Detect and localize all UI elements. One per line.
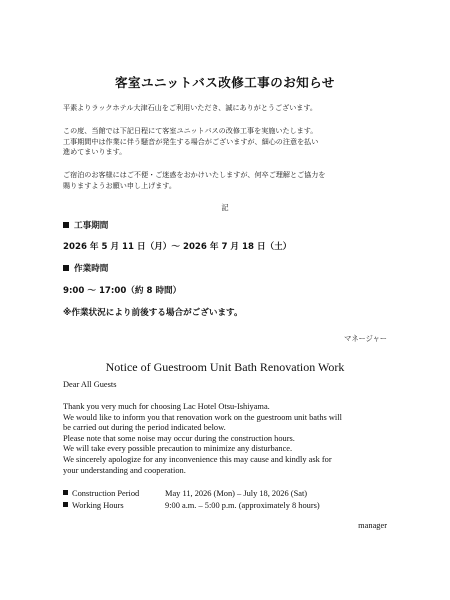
en-body-line: be carried out during the period indicated below. bbox=[63, 423, 226, 433]
square-bullet-icon bbox=[63, 490, 68, 495]
jp-body bbox=[63, 126, 403, 158]
en-hours-row bbox=[63, 501, 320, 510]
jp-period-value: 2026 年 5 月 11 日（月）〜 2026 年 7 月 18 日（土） bbox=[63, 242, 292, 252]
en-hours-value: 9:00 a.m. – 5:00 p.m. (approximately 8 hours) bbox=[165, 501, 320, 510]
en-hours-label: Working Hours bbox=[72, 501, 124, 510]
en-salutation: Dear All Guests bbox=[63, 380, 117, 389]
jp-body-line: 工事期間中は作業に伴う騒音が発生する場合がございますが、細心の注意を払い bbox=[63, 136, 319, 146]
en-period-label: Construction Period bbox=[72, 489, 140, 498]
jp-body-line: この度、当館では下記日程にて客室ユニットバスの改修工事を実施いたします。 bbox=[63, 126, 318, 135]
en-body-line: your understanding and cooperation. bbox=[63, 465, 186, 475]
jp-signature: マネージャー bbox=[344, 334, 387, 343]
jp-body-line: 進めてまいります。 bbox=[63, 147, 127, 156]
en-body-line: Thank you very much for choosing Lac Hotel Otsu-Ishiyama. bbox=[63, 402, 270, 411]
en-body-line: Please note that some noise may occur during the construction hours. bbox=[63, 433, 295, 443]
en-period-row bbox=[63, 489, 307, 498]
jp-ki-mark: 記 bbox=[221, 203, 229, 212]
jp-note: ※作業状況により前後する場合がございます。 bbox=[63, 308, 243, 318]
en-title: Notice of Guestroom Unit Bath Renovation Work bbox=[105, 360, 345, 374]
en-period-value: May 11, 2026 (Mon) – July 18, 2026 (Sat) bbox=[165, 489, 308, 498]
square-bullet-icon bbox=[63, 502, 68, 507]
square-bullet-icon bbox=[63, 222, 69, 228]
jp-period-heading bbox=[63, 219, 108, 231]
jp-apology-line: ご宿泊のお客様にはご不便・ご迷惑をおかけいたしますが、何卒ご理解とご協力を bbox=[63, 170, 326, 179]
jp-apology bbox=[63, 170, 403, 191]
en-body-line: We will take every possible precaution to minimize any disturbance. bbox=[63, 444, 293, 454]
en-signature: manager bbox=[358, 521, 387, 530]
jp-title: 客室ユニットバス改修工事のお知らせ bbox=[115, 75, 335, 90]
en-body bbox=[63, 402, 342, 476]
jp-hours-value: 9:00 〜 17:00（約 8 時間） bbox=[63, 286, 182, 296]
jp-period-heading-text: 工事期間 bbox=[74, 221, 109, 231]
square-bullet-icon bbox=[63, 265, 69, 271]
en-body-line: We would like to inform you that renovation work on the guestroom unit baths will bbox=[63, 412, 342, 422]
jp-hours-heading bbox=[63, 262, 108, 274]
en-body-line: We sincerely apologize for any inconvenience this may cause and kindly ask for bbox=[63, 454, 332, 464]
jp-apology-line: 賜りますようお願い申し上げます。 bbox=[63, 180, 176, 190]
jp-hours-heading-text: 作業時間 bbox=[74, 264, 109, 274]
jp-greeting: 平素よりラックホテル大津石山をご利用いただき、誠にありがとうございます。 bbox=[63, 103, 318, 112]
